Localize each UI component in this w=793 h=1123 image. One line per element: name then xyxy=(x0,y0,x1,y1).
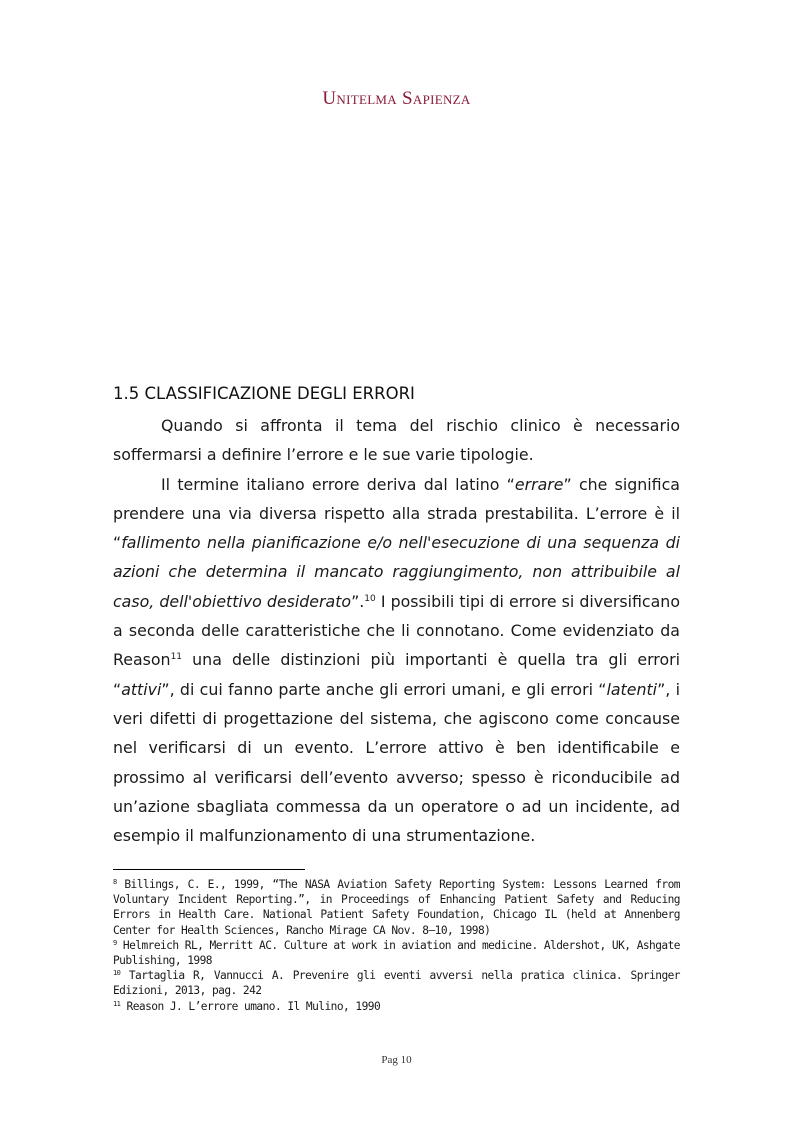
footnote-text: Billings, C. E., 1999, “The NASA Aviation Safety Reporting System: Lessons Learned from Voluntary Incident Reporting.”, in Proceedings of Enhancing Patient Safety and Reducing Errors in Health Care. National Patient Safety Foundation, Chicago IL (held at Annenberg Center for Health Sciences, Rancho Mirage CA Nov. 8–10, 1998) xyxy=(113,878,680,937)
p2-italic-latenti: latenti xyxy=(606,679,658,699)
p2-italic-attivi: attivi xyxy=(121,679,162,699)
footnote-text: Reason J. L’errore umano. Il Mulino, 1990 xyxy=(120,999,381,1013)
footnote-ref-10[interactable]: 10 xyxy=(364,593,376,604)
footnote-number: 9 xyxy=(113,938,117,947)
p2-text-1: Il termine italiano errore deriva dal latino “ xyxy=(161,474,515,494)
footnote-8 xyxy=(113,877,680,938)
footnote-text: Tartaglia R, Vannucci A. Prevenire gli eventi avversi nella pratica clinica. Springer Edizioni, 2013, pag. 242 xyxy=(113,969,680,998)
paragraph-2 xyxy=(113,470,680,851)
body-text xyxy=(113,411,680,850)
p2-text-5: una delle distinzioni più importanti è quella tra gli errori “ xyxy=(113,650,680,699)
p2-italic-definition: fallimento nella pianificazione e/o nell'esecuzione di una sequenza di azioni che determina il mancato raggiungimento, non attribuibile al caso, dell'obiettivo desiderato xyxy=(113,533,680,611)
section-title: 1.5 CLASSIFICAZIONE DEGLI ERRORI xyxy=(113,384,415,403)
p2-text-2: ” che significa prendere una via diversa rispetto alla strada prestabilita. L’errore è il “ xyxy=(113,474,680,553)
p2-text-7: ”, i veri difetti di progettazione del sistema, che agiscono come concause nel verificarsi di un evento. L’errore attivo è ben identificabile e prossimo al verificarsi dell’evento avverso; spesso è riconducibile ad un’azione sbagliata commessa da un operatore o ad un incidente, ad esempio il malfunzionamento di una strumentazione. xyxy=(113,679,680,846)
footnote-number: 11 xyxy=(113,999,121,1008)
footnotes xyxy=(113,877,680,1014)
p2-italic-errare: errare xyxy=(514,474,564,494)
footnote-number: 8 xyxy=(113,878,117,886)
paragraph-1: Quando si affronta il tema del rischio clinico è necessario soffermarsi a definire l’errore e le sue varie tipologie. xyxy=(113,416,680,465)
p2-text-3: ”. xyxy=(351,591,365,611)
footnote-number: 10 xyxy=(113,969,121,978)
footnote-11 xyxy=(113,999,680,1014)
footnote-9 xyxy=(113,938,680,968)
footnote-separator xyxy=(113,869,305,870)
p2-text-4: I possibili tipi di errore si diversificano a seconda delle caratteristiche che li connotano. Come evidenziato da Reason xyxy=(113,591,680,670)
university-header: Unitelma Sapienza xyxy=(322,88,471,109)
page-number: Pag 10 xyxy=(381,1054,412,1066)
footnote-text: Helmreich RL, Merritt AC. Culture at work in aviation and medicine. Aldershot, UK, Ashgate Publishing, 1998 xyxy=(113,938,680,968)
footnote-ref-11[interactable]: 11 xyxy=(170,652,183,663)
p2-text-6: ”, di cui fanno parte anche gli errori umani, e gli errori “ xyxy=(161,679,607,699)
footnote-10 xyxy=(113,968,680,998)
